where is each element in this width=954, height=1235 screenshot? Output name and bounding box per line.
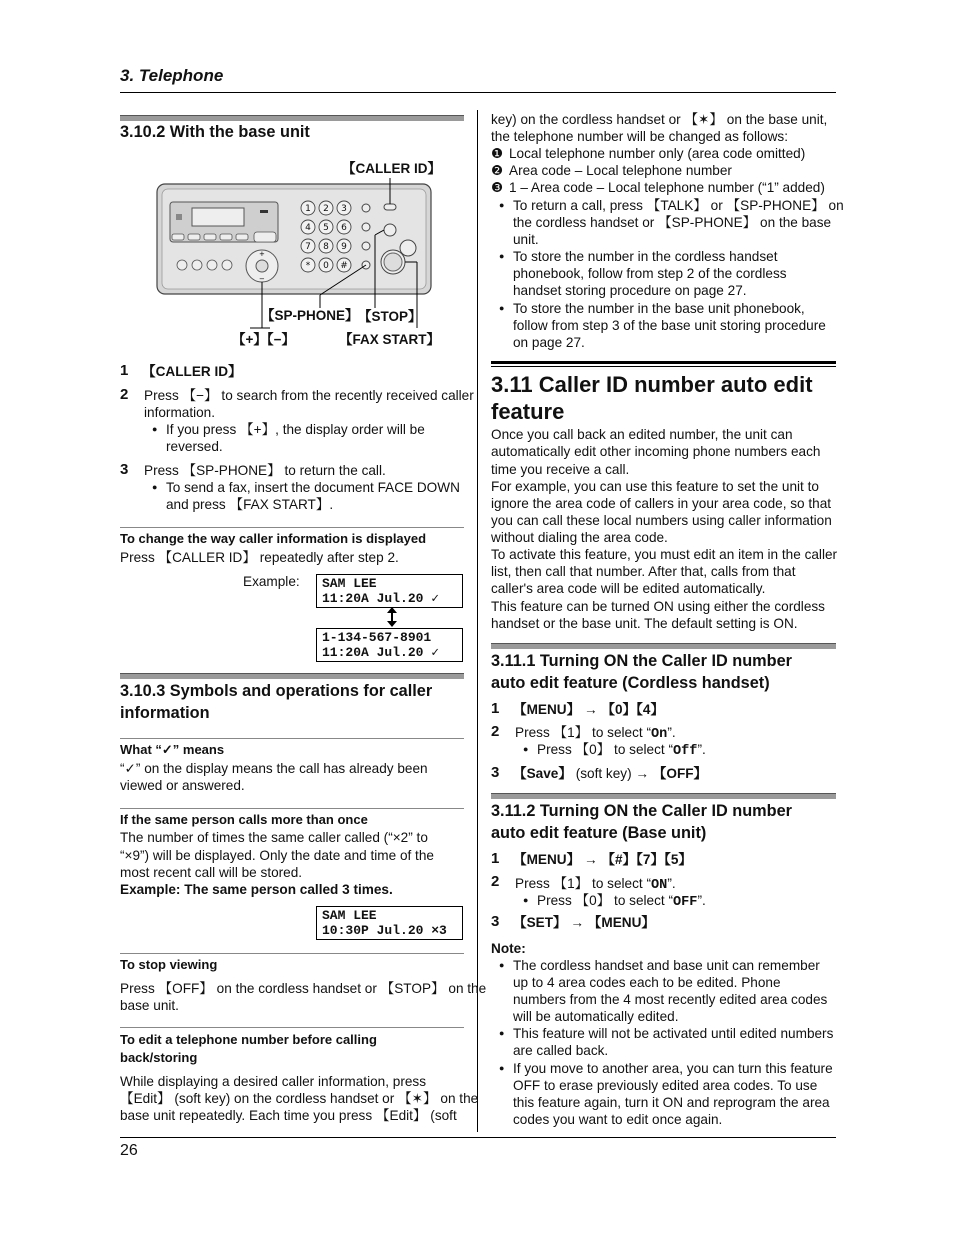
paragraph: list, then call that number. After that, calls from that bbox=[491, 564, 796, 579]
subheading: back/storing bbox=[120, 1050, 198, 1065]
step-text-part: ”. bbox=[697, 893, 706, 908]
section-title-3-10-3-line2: information bbox=[120, 704, 210, 722]
section-rule-thick bbox=[491, 361, 836, 364]
list-number: ❷ bbox=[491, 163, 504, 178]
section-title-3-11-1: 3.11.1 Turning ON the Caller ID number bbox=[491, 652, 792, 670]
svg-text:4: 4 bbox=[305, 223, 311, 233]
subheading: To stop viewing bbox=[120, 957, 218, 972]
diagram-label-sp-phone: 【SP-PHONE】 bbox=[261, 308, 359, 323]
svg-text:−: − bbox=[259, 275, 265, 283]
paragraph: ignore the area code of callers in your area code, so that bbox=[491, 496, 832, 511]
step-text-part: ”. bbox=[667, 725, 676, 740]
header-rule bbox=[120, 92, 836, 93]
bullet-text: on page 27. bbox=[513, 335, 585, 350]
display-example-3 bbox=[316, 906, 463, 940]
step-number: 1 bbox=[120, 362, 129, 379]
paragraph: base unit. bbox=[120, 998, 179, 1013]
paragraph: “×9”) will be displayed. Only the date and time of the bbox=[120, 848, 434, 863]
display-line: 10:30P Jul.20 ×3 bbox=[322, 923, 447, 938]
display-line: 11:20A Jul.20 ✓ bbox=[322, 645, 440, 660]
paragraph: Once you call back an edited number, the unit can bbox=[491, 427, 793, 442]
svg-text:2: 2 bbox=[323, 204, 329, 214]
step-text-part: Press 【1】 to select “ bbox=[515, 725, 651, 740]
paragraph: most recent call will be stored. bbox=[120, 865, 303, 880]
step-text: 【MENU】 → 【0】【4】 bbox=[513, 702, 665, 717]
paragraph: To activate this feature, you must edit an item in the caller bbox=[491, 547, 838, 562]
step-text-part: 【Save】 bbox=[513, 766, 572, 781]
step-text: Press 【SP-PHONE】 to return the call. bbox=[144, 463, 386, 478]
section-title-3-11-line2: feature bbox=[491, 399, 565, 424]
svg-text:6: 6 bbox=[341, 223, 347, 233]
arrow-updown-icon bbox=[385, 607, 399, 627]
bullet-text: ● To send a fax, insert the document FACE DOWN bbox=[166, 479, 460, 496]
svg-text:0: 0 bbox=[323, 261, 329, 271]
svg-text:3: 3 bbox=[341, 204, 347, 214]
step-text-part: (soft key) bbox=[575, 766, 632, 781]
bullet-text: ● To store the number in the base unit phonebook, bbox=[513, 300, 805, 317]
bullet-text: ● This feature will not be activated until edited numbers bbox=[513, 1025, 833, 1042]
paragraph: This feature can be turned ON using either the cordless bbox=[491, 599, 825, 614]
display-value: Off bbox=[672, 744, 698, 759]
svg-text:7: 7 bbox=[305, 242, 311, 252]
separator bbox=[120, 1027, 464, 1028]
section-bar bbox=[491, 643, 836, 649]
section-bar bbox=[120, 673, 464, 679]
separator bbox=[120, 527, 464, 528]
step-number: 2 bbox=[491, 873, 500, 890]
bullet-text: unit. bbox=[513, 232, 539, 247]
svg-text:*: * bbox=[305, 261, 311, 271]
bullet-text: are called back. bbox=[513, 1043, 609, 1058]
paragraph: “✓” on the display means the call has already been bbox=[120, 761, 428, 776]
step-number: 3 bbox=[491, 913, 500, 930]
paragraph: base unit repeatedly. Each time you press 【Edit】 (soft bbox=[120, 1108, 457, 1123]
step-text: 【MENU】 → 【#】【7】【5】 bbox=[513, 852, 693, 867]
example-label: Example: bbox=[243, 574, 300, 589]
paragraph: 【Edit】 (soft key) on the cordless handset or 【✶】 on the bbox=[120, 1091, 479, 1106]
display-line: SAM LEE bbox=[322, 576, 377, 591]
footer-rule bbox=[120, 1137, 836, 1138]
step-number: 3 bbox=[491, 764, 500, 781]
svg-text:+: + bbox=[259, 250, 265, 258]
diagram-label-caller-id: 【CALLER ID】 bbox=[342, 161, 441, 176]
subheading: To change the way caller information is displayed bbox=[120, 531, 427, 546]
bullet-text: ● To store the number in the cordless handset bbox=[513, 248, 777, 265]
example-heading: Example: The same person called 3 times. bbox=[120, 882, 393, 897]
section-title-3-10-2: 3.10.2 With the base unit bbox=[120, 123, 310, 141]
separator bbox=[120, 953, 464, 954]
separator bbox=[120, 738, 464, 739]
step-text: information. bbox=[144, 405, 216, 420]
list-number: ❶ bbox=[491, 146, 504, 161]
bullet-text: OFF to erase previously edited area codes. To use bbox=[513, 1078, 818, 1093]
diagram-label-fax-start: 【FAX START】 bbox=[339, 332, 440, 347]
bullet-text: numbers from the 4 most recently edited area codes bbox=[513, 992, 828, 1007]
list-item: 1 – Area code – Local telephone number (“1” added) bbox=[509, 180, 825, 195]
bullet-text: ● The cordless handset and base unit can remember bbox=[513, 957, 820, 974]
diagram-label-stop: 【STOP】 bbox=[358, 309, 422, 324]
svg-text:1: 1 bbox=[305, 204, 311, 214]
paragraph: While displaying a desired caller information, press bbox=[120, 1074, 426, 1089]
step-number: 2 bbox=[120, 386, 129, 403]
separator bbox=[120, 808, 464, 809]
display-line: 11:20A Jul.20 ✓ bbox=[322, 591, 440, 606]
step-text: 【SET】 → 【MENU】 bbox=[513, 915, 655, 930]
bullet-text: and press 【FAX START】. bbox=[166, 497, 334, 512]
list-item: Area code – Local telephone number bbox=[509, 163, 732, 178]
paragraph: without dialing the area code. bbox=[491, 530, 668, 545]
svg-text:5: 5 bbox=[323, 223, 329, 233]
bullet-text: this feature again, turn it ON and reprogram the area bbox=[513, 1095, 830, 1110]
paragraph: the telephone number will be changed as follows: bbox=[491, 129, 788, 144]
paragraph: automatically edit other incoming phone numbers each bbox=[491, 444, 821, 459]
paragraph: Press 【OFF】 on the cordless handset or 【STOP】 on the bbox=[120, 981, 487, 996]
bullet-text bbox=[537, 741, 706, 760]
step-text-part: ”. bbox=[667, 876, 676, 891]
subheading: What “✓” means bbox=[120, 742, 225, 757]
paragraph: The number of times the same caller called (“×2” to bbox=[120, 830, 428, 845]
step-number: 1 bbox=[491, 850, 500, 867]
bullet-text: codes you want to edit once again. bbox=[513, 1112, 723, 1127]
page-number: 26 bbox=[120, 1142, 138, 1159]
bullet-text bbox=[537, 892, 706, 911]
section-bar bbox=[491, 793, 836, 799]
paragraph: handset or the base unit. The default setting is ON. bbox=[491, 616, 798, 631]
section-title-3-11-1-line2: auto edit feature (Cordless handset) bbox=[491, 674, 770, 692]
bullet-text: reversed. bbox=[166, 439, 223, 454]
bullet-text: the cordless handset or 【SP-PHONE】 on the base bbox=[513, 215, 832, 230]
paragraph: Press 【CALLER ID】 repeatedly after step 2. bbox=[120, 550, 399, 565]
section-title-3-10-3: 3.10.3 Symbols and operations for caller bbox=[120, 682, 433, 700]
svg-text:8: 8 bbox=[323, 242, 329, 252]
section-title-3-11-2: 3.11.2 Turning ON the Caller ID number bbox=[491, 802, 792, 820]
step-number: 2 bbox=[491, 723, 500, 740]
step-text bbox=[513, 765, 707, 782]
display-example-2 bbox=[316, 628, 463, 662]
step-number: 1 bbox=[491, 700, 500, 717]
display-line: 1-134-567-8901 bbox=[322, 630, 432, 645]
display-value: On bbox=[650, 727, 668, 742]
step-number: 3 bbox=[120, 461, 129, 478]
paragraph: you can call these local numbers using caller information bbox=[491, 513, 832, 528]
bullet-text: phonebook, follow from step 2 of the cordless bbox=[513, 266, 787, 281]
paragraph: viewed or answered. bbox=[120, 778, 245, 793]
note-title: Note: bbox=[491, 941, 526, 956]
display-example-1 bbox=[316, 574, 463, 608]
display-value: ON bbox=[650, 878, 668, 893]
step-text-part: ”. bbox=[697, 742, 706, 757]
list-item: Local telephone number only (area code omitted) bbox=[509, 146, 806, 161]
display-value: OFF bbox=[672, 895, 698, 910]
paragraph: For example, you can use this feature to set the unit to bbox=[491, 479, 819, 494]
bullet-text: up to 4 area codes each to be edited. Phone bbox=[513, 975, 781, 990]
bullet-text: ● If you move to another area, you can turn this feature bbox=[513, 1060, 833, 1077]
step-text-part: Press 【0】 to select “ bbox=[537, 893, 673, 908]
diagram-label-plus-minus: 【+】【−】 bbox=[232, 332, 296, 347]
display-line: SAM LEE bbox=[322, 908, 377, 923]
bullet-text: ● If you press 【+】, the display order will be bbox=[166, 421, 425, 438]
step-text-part: → 【OFF】 bbox=[635, 766, 708, 781]
section-header: 3. Telephone bbox=[120, 66, 224, 85]
subheading: If the same person calls more than once bbox=[120, 812, 368, 827]
bullet-text: follow from step 3 of the base unit storing procedure bbox=[513, 318, 826, 333]
step-text-part: Press 【0】 to select “ bbox=[537, 742, 673, 757]
section-rule-thin bbox=[491, 366, 836, 367]
column-divider bbox=[477, 110, 478, 1132]
step-text: Press 【−】 to search from the recently received caller bbox=[144, 388, 474, 403]
svg-text:9: 9 bbox=[341, 242, 347, 252]
section-title-3-11-2-line2: auto edit feature (Base unit) bbox=[491, 824, 707, 842]
svg-text:#: # bbox=[340, 261, 348, 271]
step-text-part: Press 【1】 to select “ bbox=[515, 876, 651, 891]
section-title-3-11: 3.11 Caller ID number auto edit bbox=[491, 372, 813, 397]
list-number: ❸ bbox=[491, 180, 504, 195]
base-unit-diagram bbox=[120, 150, 470, 350]
bullet-text: handset storing procedure on page 27. bbox=[513, 283, 747, 298]
step-text: 【CALLER ID】 bbox=[142, 364, 242, 379]
paragraph: time you receive a call. bbox=[491, 462, 630, 477]
bullet-text: will be automatically edited. bbox=[513, 1009, 679, 1024]
bullet-text: ● To return a call, press 【TALK】 or 【SP-PHONE】 on bbox=[513, 197, 844, 214]
paragraph: key) on the cordless handset or 【✶】 on the base unit, bbox=[491, 112, 828, 127]
subheading: To edit a telephone number before calling bbox=[120, 1032, 377, 1047]
paragraph: caller's area code will be edited automatically. bbox=[491, 581, 766, 596]
